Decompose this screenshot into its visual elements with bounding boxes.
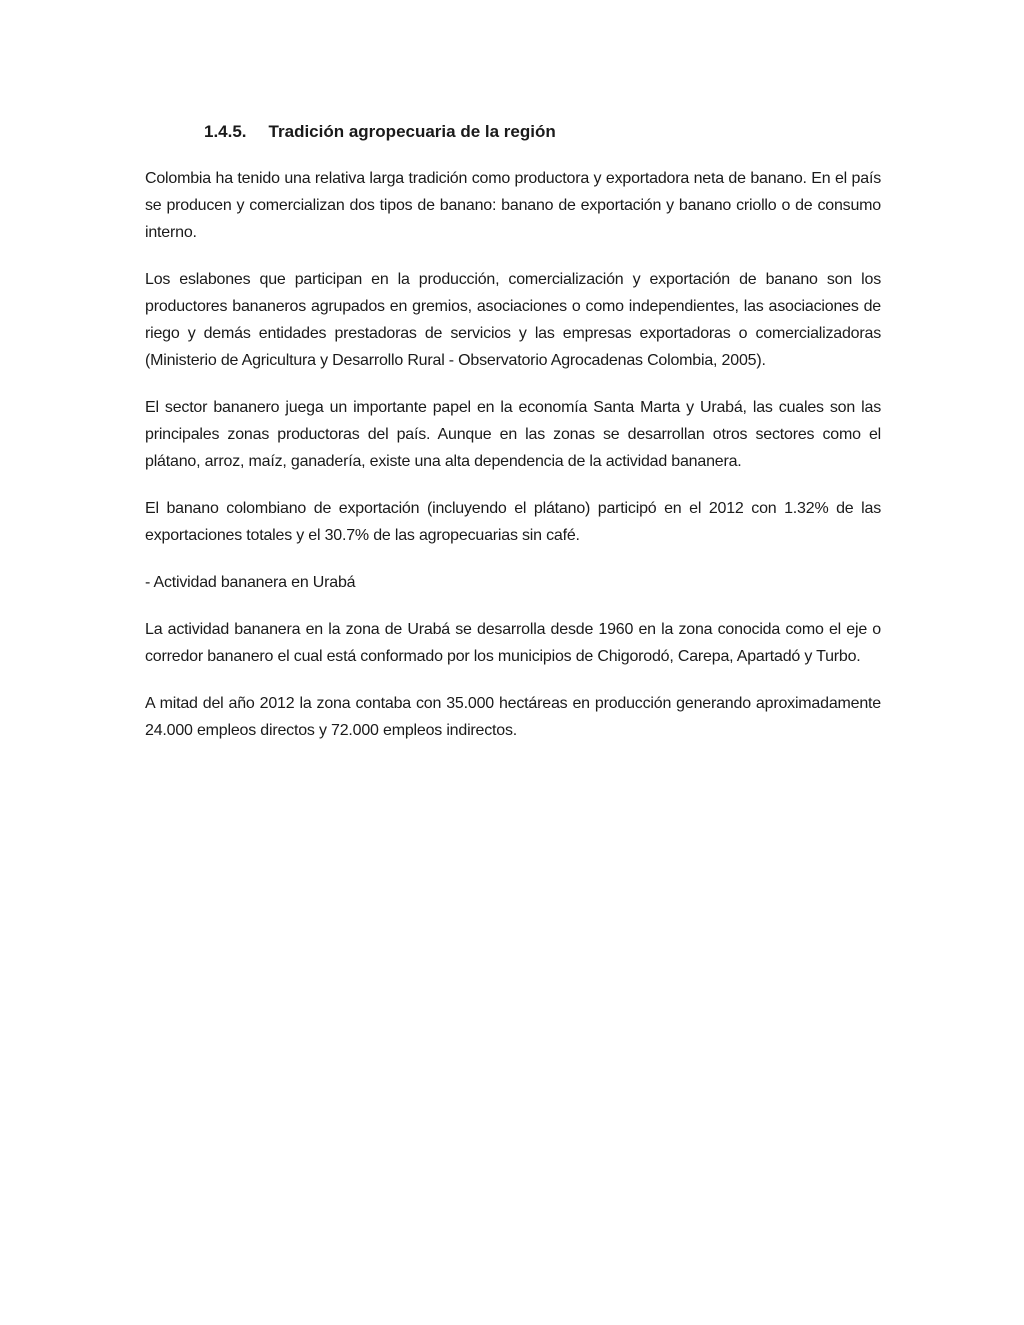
paragraph-exportacion-2012: El banano colombiano de exportación (incluyendo el plátano) participó en el 2012 con 1.32% de las exportaciones totales y el 30.7% de las agropecuarias sin café. [145, 500, 881, 544]
paragraph-eslabones-produccion: Los eslabones que participan en la producción, comercialización y exportación de banano son los productores bananeros agrupados en gremios, asociaciones o como independientes, las asociaciones de riego y demás entidades prestadoras de servicios y las empresas exportadoras o comercializadoras (Ministerio de Agricultura y Desarrollo Rural - Observatorio Agrocadenas Colombia, 2005). [145, 271, 881, 369]
paragraph-hectareas-empleos: A mitad del año 2012 la zona contaba con 35.000 hectáreas en producción generando aproximadamente 24.000 empleos directos y 72.000 empleos indirectos. [145, 695, 881, 739]
paragraph-actividad-zona-uraba: La actividad bananera en la zona de Urabá se desarrolla desde 1960 en la zona conocida como el eje o corredor bananero el cual está conformado por los municipios de Chigorodó, Carepa, Apartadó y Turbo. [145, 621, 881, 665]
section-heading [145, 118, 881, 145]
section-heading-title: Tradición agropecuaria de la región [268, 122, 556, 141]
paragraph-sector-bananero-economia: El sector bananero juega un importante papel en la economía Santa Marta y Urabá, las cuales son las principales zonas productoras del país. Aunque en las zonas se desarrollan otros sectores como el plátano, arroz, maíz, ganadería, existe una alta dependencia de la actividad bananera. [145, 399, 881, 470]
list-item-actividad-bananera-uraba: - Actividad bananera en Urabá [145, 574, 356, 591]
section-heading-number: 1.4.5. [204, 122, 247, 141]
paragraph-banano-tradicion: Colombia ha tenido una relativa larga tradición como productora y exportadora neta de banano. En el país se producen y comercializan dos tipos de banano: banano de exportación y banano criollo o de consumo interno. [145, 170, 881, 241]
